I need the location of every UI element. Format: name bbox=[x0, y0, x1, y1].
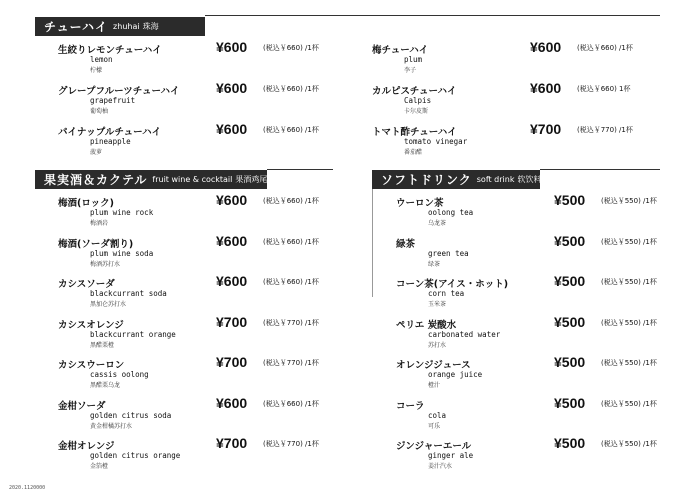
chuhai-title-jp: チューハイ bbox=[44, 20, 109, 34]
item-name-cn: 姜汁汽水 bbox=[428, 463, 453, 470]
menu-item bbox=[58, 394, 319, 436]
item-name-jp: コーン茶(アイス・ホット) bbox=[396, 279, 509, 290]
fruit-title-en: fruit wine & cocktail bbox=[152, 175, 233, 184]
item-name-jp: ジンジャーエール bbox=[396, 441, 472, 452]
item-price: ¥600 bbox=[216, 192, 248, 208]
item-name-cn: 黑加仑苏打水 bbox=[90, 301, 127, 308]
item-price: ¥600 bbox=[216, 232, 248, 249]
item-name-en: orange juice bbox=[428, 370, 483, 379]
menu-item bbox=[372, 121, 633, 162]
item-name-en: cassis oolong bbox=[90, 370, 149, 379]
item-name-jp: カシスウーロン bbox=[58, 360, 125, 371]
menu-item bbox=[396, 273, 657, 314]
item-name-en: carbonated water bbox=[428, 329, 501, 339]
item-price: ¥700 bbox=[216, 435, 248, 451]
soft-header bbox=[372, 170, 540, 189]
footer-code: 2020.1120000 bbox=[9, 485, 46, 491]
fruit-header-rule bbox=[267, 169, 333, 170]
menu-item bbox=[396, 435, 657, 476]
soft-title-jp: ソフトドリンク bbox=[381, 173, 472, 187]
item-name-en: plum wine soda bbox=[90, 248, 154, 258]
item-name-en: corn tea bbox=[428, 289, 465, 298]
item-tax-price: (税込￥660) /1杯 bbox=[263, 85, 319, 93]
item-tax-price: (税込￥550) /1杯 bbox=[601, 440, 657, 448]
fruit-header bbox=[35, 170, 276, 189]
item-name-en: tomato vinegar bbox=[404, 137, 468, 146]
item-tax-price: (税込￥770) /1杯 bbox=[263, 359, 319, 367]
item-name-en: green tea bbox=[428, 248, 469, 258]
item-tax-price: (税込￥770) /1杯 bbox=[263, 318, 319, 327]
menu-item bbox=[58, 80, 319, 121]
item-name-jp: ペリエ 炭酸水 bbox=[396, 319, 457, 331]
item-name-en: blackcurrant orange bbox=[90, 329, 176, 339]
item-price: ¥600 bbox=[530, 39, 562, 55]
item-name-jp: 金柑ソーダ bbox=[58, 400, 106, 412]
item-name-jp: 梅酒(ロック) bbox=[58, 198, 114, 209]
item-name-cn: 橙汁 bbox=[428, 382, 441, 389]
item-name-jp: オレンジジュース bbox=[396, 360, 471, 371]
menu-item bbox=[396, 394, 657, 436]
item-name-en: golden citrus orange bbox=[90, 451, 181, 460]
item-tax-price: (税込￥660) /1杯 bbox=[263, 237, 319, 246]
item-name-en: Calpis bbox=[404, 96, 432, 105]
menu-item bbox=[396, 354, 657, 395]
item-name-cn: 苏打水 bbox=[428, 341, 447, 349]
item-tax-price: (税込￥550) /1杯 bbox=[601, 197, 657, 205]
item-price: ¥600 bbox=[216, 39, 248, 55]
menu-item bbox=[58, 39, 319, 80]
item-name-cn: 黑醋栗橙 bbox=[90, 341, 115, 349]
item-name-en: ginger ale bbox=[428, 451, 474, 460]
item-name-en: plum bbox=[404, 55, 423, 64]
item-name-en: golden citrus soda bbox=[90, 410, 172, 420]
item-name-cn: 黑醋栗乌龙 bbox=[90, 382, 121, 389]
item-name-jp: カルピスチューハイ bbox=[372, 86, 457, 97]
item-name-cn: 乌龙茶 bbox=[428, 220, 447, 227]
item-tax-price: (税込￥770) /1杯 bbox=[577, 126, 633, 134]
fruit-title-cn: 果酒鸡尾酒 bbox=[235, 175, 276, 184]
item-tax-price: (税込￥550) /1杯 bbox=[601, 318, 657, 327]
item-name-cn: 柠檬 bbox=[90, 67, 103, 74]
item-price: ¥500 bbox=[554, 354, 586, 370]
item-name-cn: 黄金柑橘苏打水 bbox=[90, 422, 133, 430]
item-name-jp: 梅酒(ソーダ割り) bbox=[58, 238, 134, 250]
menu-item bbox=[396, 313, 657, 355]
item-tax-price: (税込￥660) /1杯 bbox=[263, 278, 319, 286]
item-tax-price: (税込￥770) /1杯 bbox=[263, 440, 319, 448]
menu-item bbox=[396, 232, 657, 274]
item-tax-price: (税込￥660) /1杯 bbox=[577, 44, 633, 52]
item-name-cn: 梅酒岩 bbox=[90, 220, 109, 227]
chuhai-header-rule bbox=[205, 15, 660, 16]
item-name-jp: グレープフルーツチューハイ bbox=[58, 86, 180, 97]
item-price: ¥500 bbox=[554, 313, 586, 330]
item-price: ¥500 bbox=[554, 435, 586, 451]
menu-item bbox=[58, 192, 319, 233]
item-price: ¥500 bbox=[554, 394, 586, 411]
item-name-en: grapefruit bbox=[90, 96, 136, 105]
menu-item bbox=[58, 313, 319, 355]
item-name-jp: トマト酢チューハイ bbox=[372, 127, 457, 138]
item-name-en: plum wine rock bbox=[90, 208, 154, 217]
item-price: ¥600 bbox=[530, 80, 562, 96]
item-price: ¥500 bbox=[554, 232, 586, 249]
item-name-cn: 菠萝 bbox=[90, 149, 103, 156]
item-tax-price: (税込￥660) 1杯 bbox=[577, 85, 631, 93]
item-tax-price: (税込￥660) /1杯 bbox=[263, 126, 319, 134]
item-name-cn: 绿茶 bbox=[428, 260, 441, 268]
menu-item bbox=[58, 273, 319, 314]
item-price: ¥600 bbox=[216, 80, 248, 96]
item-name-en: blackcurrant soda bbox=[90, 289, 167, 298]
menu-item bbox=[58, 354, 319, 395]
item-name-jp: カシスオレンジ bbox=[58, 319, 124, 331]
item-name-en: cola bbox=[428, 410, 447, 420]
soft-header-rule bbox=[540, 169, 660, 170]
fruit-title-jp: 果実酒＆カクテル bbox=[44, 173, 148, 187]
item-price: ¥700 bbox=[216, 354, 248, 370]
item-name-en: lemon bbox=[90, 55, 113, 64]
chuhai-header bbox=[35, 17, 205, 36]
item-price: ¥500 bbox=[554, 192, 586, 208]
item-name-jp: コーラ bbox=[396, 400, 425, 412]
soft-title-cn: 软饮料 bbox=[517, 175, 542, 184]
item-name-cn: 卡尔皮斯 bbox=[404, 108, 429, 115]
item-name-en: oolong tea bbox=[428, 208, 474, 217]
item-price: ¥700 bbox=[530, 121, 562, 137]
item-name-jp: パイナップルチューハイ bbox=[58, 127, 162, 138]
item-name-en: pineapple bbox=[90, 137, 131, 146]
chuhai-title-cn: 珠海 bbox=[142, 22, 159, 31]
item-tax-price: (税込￥660) /1杯 bbox=[263, 399, 319, 408]
item-name-cn: 金箔橙 bbox=[90, 463, 109, 470]
item-tax-price: (税込￥550) /1杯 bbox=[601, 399, 657, 408]
item-price: ¥600 bbox=[216, 394, 248, 411]
item-price: ¥500 bbox=[554, 273, 586, 289]
item-name-jp: 緑茶 bbox=[396, 238, 416, 250]
menu-item bbox=[58, 121, 319, 162]
item-price: ¥700 bbox=[216, 313, 248, 330]
item-name-jp: 梅チューハイ bbox=[372, 45, 429, 56]
item-name-jp: 金柑オレンジ bbox=[58, 441, 115, 452]
menu-item bbox=[58, 232, 319, 274]
item-name-cn: 玉米茶 bbox=[428, 301, 447, 308]
soft-divider bbox=[372, 189, 373, 297]
item-name-jp: ウーロン茶 bbox=[396, 198, 444, 209]
soft-title-en: soft drink bbox=[476, 175, 515, 184]
item-name-cn: 番茄醋 bbox=[404, 149, 423, 156]
item-price: ¥600 bbox=[216, 121, 248, 137]
item-name-cn: 梅酒苏打水 bbox=[90, 260, 121, 268]
menu-item bbox=[58, 435, 319, 476]
item-name-jp: 生絞りレモンチューハイ bbox=[58, 45, 162, 56]
item-tax-price: (税込￥550) /1杯 bbox=[601, 237, 657, 246]
item-tax-price: (税込￥660) /1杯 bbox=[263, 44, 319, 52]
item-tax-price: (税込￥550) /1杯 bbox=[601, 359, 657, 367]
item-tax-price: (税込￥660) /1杯 bbox=[263, 197, 319, 205]
menu-item bbox=[396, 192, 657, 233]
item-name-cn: 可乐 bbox=[428, 422, 441, 430]
item-name-jp: カシスソーダ bbox=[58, 279, 115, 290]
menu-item bbox=[372, 39, 633, 80]
chuhai-title-en: zhuhai bbox=[113, 22, 140, 31]
item-name-cn: 李子 bbox=[404, 67, 417, 74]
item-price: ¥600 bbox=[216, 273, 248, 289]
menu-item bbox=[372, 80, 631, 121]
item-name-cn: 葡萄柚 bbox=[90, 108, 109, 115]
item-tax-price: (税込￥550) /1杯 bbox=[601, 278, 657, 286]
